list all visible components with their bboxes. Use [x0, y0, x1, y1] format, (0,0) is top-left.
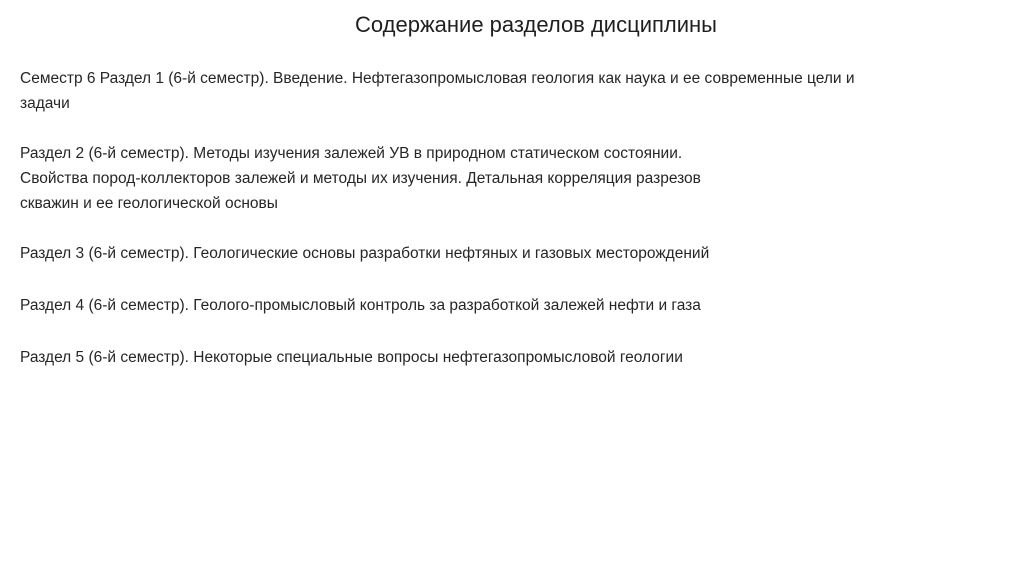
- section-item-3: [20, 241, 980, 266]
- slide-title: Содержание разделов дисциплины: [355, 12, 717, 37]
- section-1-line-2: задачи: [20, 95, 70, 112]
- section-3-line-1: Раздел 3 (6-й семестр). Геологические основы разработки нефтяных и газовых месторождений: [20, 245, 710, 262]
- section-item-5: [20, 345, 980, 370]
- section-item-2: [20, 141, 980, 216]
- section-item-4: [20, 293, 980, 318]
- section-2-line-1: Раздел 2 (6-й семестр). Методы изучения залежей УВ в природном статическом состоянии.: [20, 145, 683, 162]
- section-list: [20, 66, 980, 370]
- section-4-line-1: Раздел 4 (6-й семестр). Геолого-промысловый контроль за разработкой залежей нефти и газа: [20, 297, 701, 314]
- section-2-line-2: Свойства пород-коллекторов залежей и методы их изучения. Детальная корреляция разрезов: [20, 170, 701, 187]
- section-1-line-1: Семестр 6 Раздел 1 (6-й семестр). Введение. Нефтегазопромысловая геология как наука и ее современные цели и: [20, 70, 855, 87]
- section-2-line-3: скважин и ее геологической основы: [20, 195, 278, 212]
- section-item-1: [20, 66, 980, 116]
- section-5-line-1: Раздел 5 (6-й семестр). Некоторые специальные вопросы нефтегазопромысловой геологии: [20, 349, 683, 366]
